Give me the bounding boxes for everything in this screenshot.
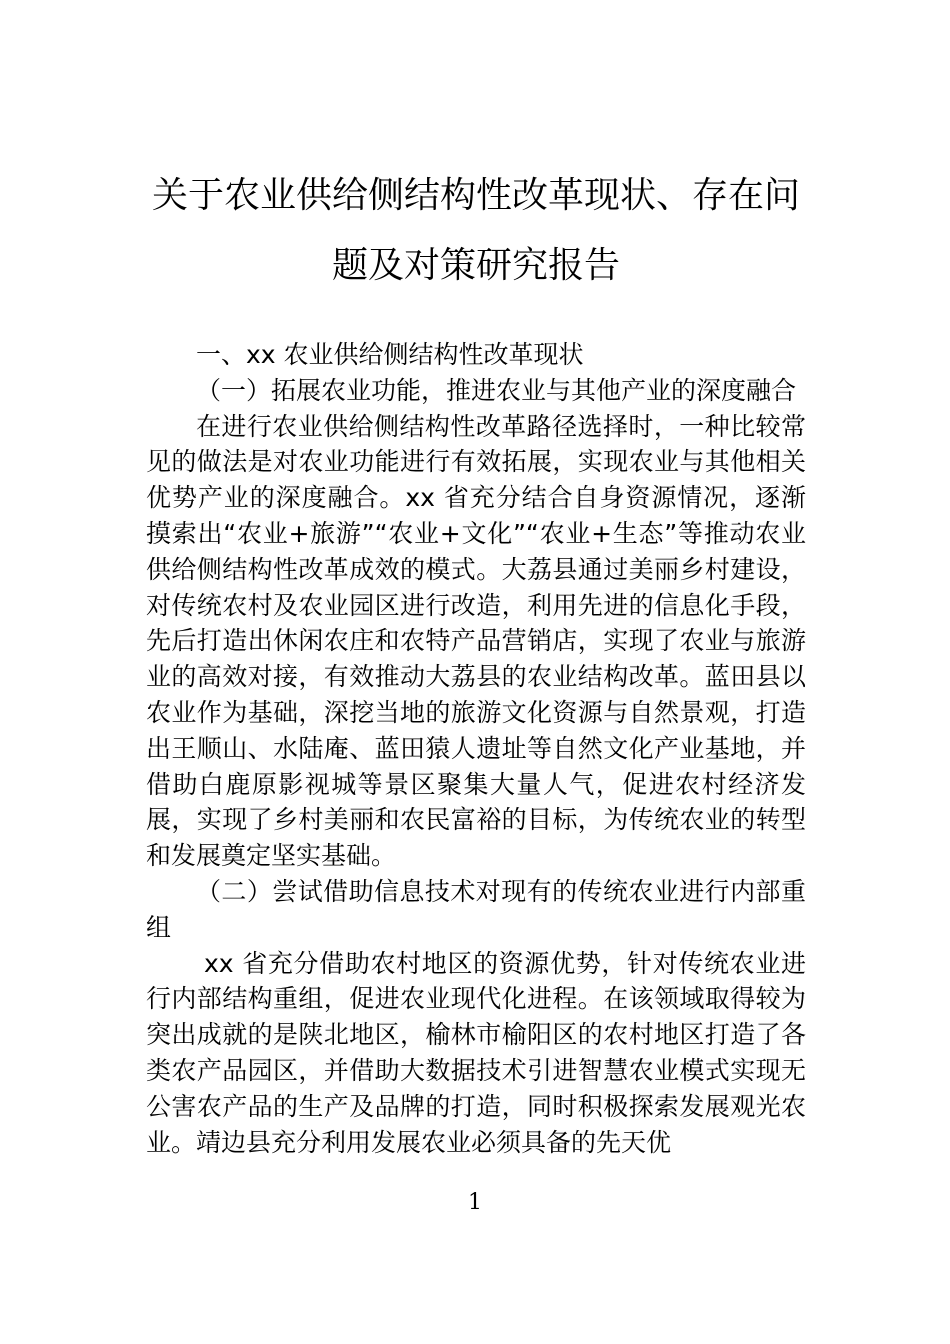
page-number: 1 [468, 1190, 482, 1215]
document-body [146, 337, 806, 1160]
subsection-heading: （二）尝试借助信息技术对现有的传统农业进行内部重组 [146, 876, 806, 942]
section-heading: 一、xx 农业供给侧结构性改革现状 [196, 340, 584, 369]
document-title-line-1: 关于农业供给侧结构性改革现状、存在问 [151, 175, 800, 216]
document-title-line-2: 题及对策研究报告 [331, 245, 620, 286]
body-paragraph: xx 省充分借助农村地区的资源优势，针对传统农业进行内部结构重组，促进农业现代化进程。在该领域取得较为突出成就的是陕北地区，榆林市榆阳区的农村地区打造了各类农产品园区，并借助大数据技术引进智慧农业模式实现无公害农产品的生产及品牌的打造，同时积极探索发展观光农业。靖边县充分利用发展农业必须具备的先天优 [146, 948, 806, 1157]
body-paragraph: 在进行农业供给侧结构性改革路径选择时，一种比较常见的做法是对农业功能进行有效拓展，实现农业与其他相关优势产业的深度融合。xx 省充分结合自身资源情况，逐渐摸索出“农业+旅游”“农业+文化”“农业+生态”等推动农业供给侧结构性改革成效的模式。大荔县通过美丽乡村建设，对传统农村及农业园区进行改造，利用先进的信息化手段，先后打造出休闲农庄和农特产品营销店，实现了农业与旅游业的高效对接，有效推动大荔县的农业结构改革。蓝田县以农业作为基础，深挖当地的旅游文化资源与自然景观，打造出王顺山、水陆庵、蓝田猿人遗址等自然文化产业基地，并借助白鹿原影视城等景区聚集大量人气，促进农村经济发展，实现了乡村美丽和农民富裕的目标，为传统农业的转型和发展奠定坚实基础。 [146, 411, 806, 871]
subsection-heading: （一）拓展农业功能，推进农业与其他产业的深度融合 [196, 375, 797, 405]
